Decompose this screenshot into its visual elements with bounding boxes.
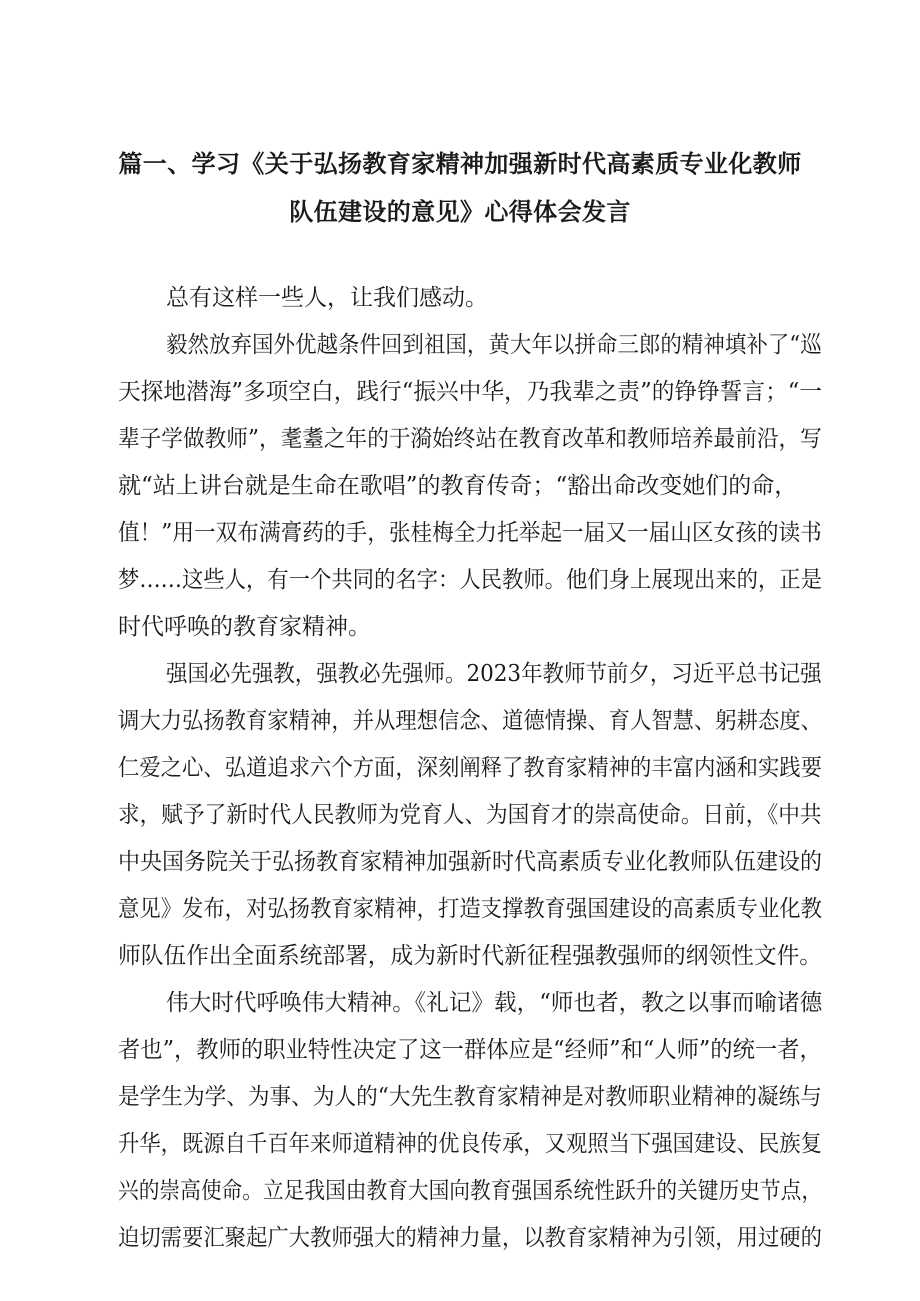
- document-title-line-2: 队伍建设的意见》心得体会发言: [289, 198, 631, 226]
- paragraph-line: 毅然放弃国外优越条件回到祖国，黄大年以拼命三郎的精神填补了“巡: [166, 332, 822, 358]
- paragraph-line: 辈子学做教师”，耄耋之年的于漪始终站在教育改革和教师培养最前沿，写: [118, 426, 822, 452]
- paragraph-line: 是学生为学、为事、为人的“大先生教育家精神是对教师职业精神的凝练与: [118, 1084, 822, 1110]
- paragraph-line: 梦……这些人，有一个共同的名字：人民教师。他们身上展现出来的，正是: [118, 567, 822, 593]
- paragraph-line: 中央国务院关于弘扬教育家精神加强新时代高素质专业化教师队伍建设的: [118, 849, 822, 875]
- paragraph-line: 强国必先强教，强教必先强师。2023年教师节前夕，习近平总书记强: [166, 661, 822, 687]
- paragraph-line: 意见》发布，对弘扬教育家精神，打造支撑教育强国建设的高素质专业化教: [118, 896, 822, 922]
- paragraph-line: 调大力弘扬教育家精神，并从理想信念、道德情操、育人智慧、躬耕态度、: [118, 708, 822, 734]
- paragraph-line: 师队伍作出全面系统部署，成为新时代新征程强教强师的纲领性文件。: [118, 943, 823, 969]
- paragraph-line: 时代呼唤的教育家精神。: [118, 614, 371, 640]
- paragraph-line: 就“站上讲台就是生命在歌唱”的教育传奇；“豁出命改变她们的命，: [118, 473, 798, 499]
- paragraph-line: 总有这样一些人，让我们感动。: [166, 285, 488, 311]
- paragraph-line: 兴的崇高使命。立足我国由教育大国向教育强国系统性跃升的关键历史节点，: [118, 1178, 823, 1204]
- document-title-line-1: 篇一、学习《关于弘扬教育家精神加强新时代高素质专业化教师: [118, 150, 802, 178]
- paragraph-line: 升华，既源自千百年来师道精神的优良传承，又观照当下强国建设、民族复: [118, 1131, 822, 1157]
- paragraph-line: 伟大时代呼唤伟大精神。《礼记》载，“师也者，教之以事而喻诸德: [166, 990, 823, 1016]
- paragraph-line: 值！”用一双布满膏药的手，张桂梅全力托举起一届又一届山区女孩的读书: [118, 520, 822, 546]
- paragraph-line: 迫切需要汇聚起广大教师强大的精神力量，以教育家精神为引领，用过硬的: [118, 1225, 822, 1251]
- paragraph-line: 仁爱之心、弘道追求六个方面，深刻阐释了教育家精神的丰富内涵和实践要: [118, 755, 822, 781]
- paragraph-line: 求，赋予了新时代人民教师为党育人、为国育才的崇高使命。日前，《中共: [118, 802, 822, 828]
- paragraph-line: 天探地潜海”多项空白，践行“振兴中华，乃我辈之责”的铮铮誓言；“一: [118, 379, 823, 405]
- paragraph-line: 者也”，教师的职业特性决定了这一群体应是“经师”和“人师”的统一者，: [118, 1037, 822, 1063]
